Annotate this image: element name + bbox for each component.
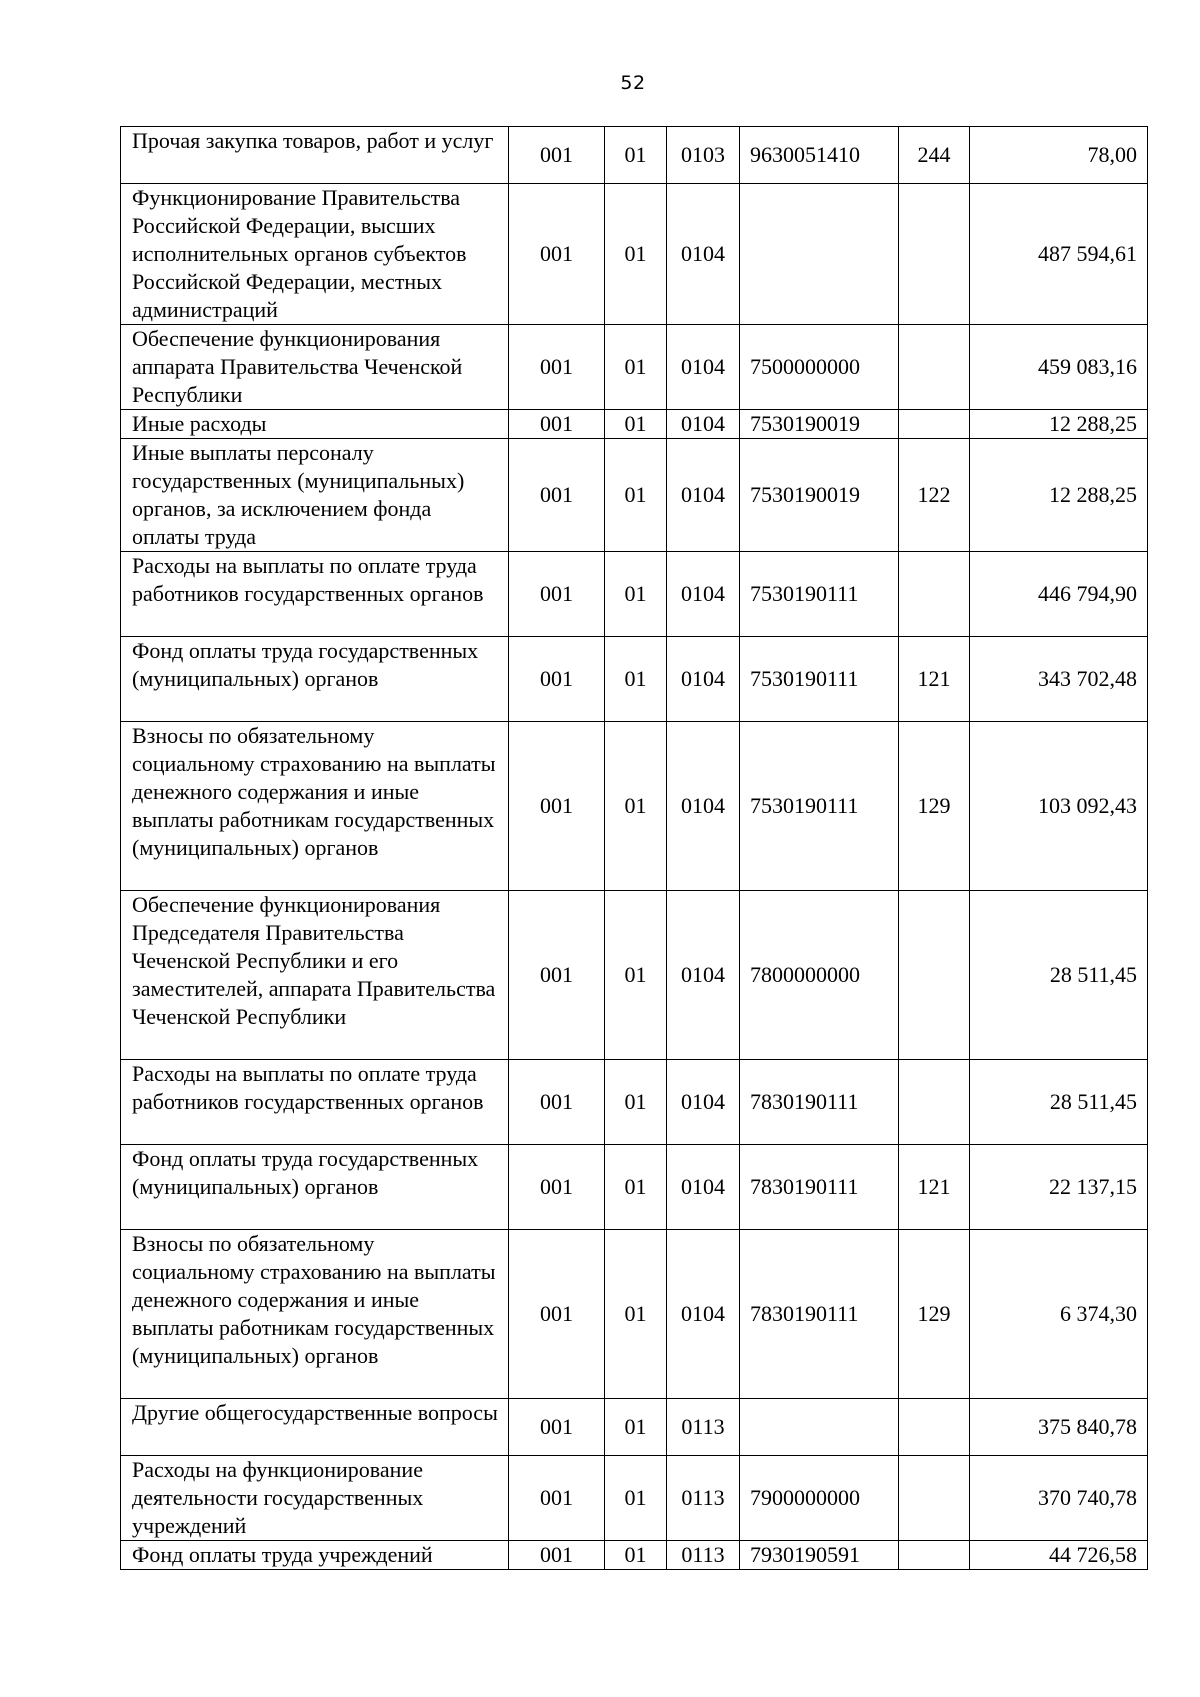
subsection-code: 0104 <box>667 439 740 552</box>
amount: 446 794,90 <box>970 552 1148 637</box>
table-row <box>121 1541 1148 1570</box>
subsection-code: 0103 <box>667 127 740 184</box>
section-code: 01 <box>605 637 667 722</box>
expense-type-code <box>899 552 970 637</box>
target-code: 7830190111 <box>740 1145 899 1230</box>
table-row <box>121 439 1148 552</box>
target-code: 7530190111 <box>740 637 899 722</box>
item-name: Иные расходы <box>121 410 509 439</box>
expense-type-code: 129 <box>899 722 970 891</box>
item-name: Расходы на выплаты по оплате труда работников государственных органов <box>121 1060 509 1145</box>
table-row <box>121 410 1148 439</box>
admin-code: 001 <box>509 1230 605 1399</box>
amount: 12 288,25 <box>970 439 1148 552</box>
expense-type-code: 121 <box>899 637 970 722</box>
admin-code: 001 <box>509 552 605 637</box>
amount: 6 374,30 <box>970 1230 1148 1399</box>
admin-code: 001 <box>509 325 605 410</box>
subsection-code: 0104 <box>667 891 740 1060</box>
amount: 487 594,61 <box>970 184 1148 325</box>
expense-type-code: 244 <box>899 127 970 184</box>
admin-code: 001 <box>509 891 605 1060</box>
item-name: Взносы по обязательному социальному страхованию на выплаты денежного содержания и иные выплаты работникам государственных (муниципальных) органов <box>121 1230 509 1399</box>
section-code: 01 <box>605 439 667 552</box>
budget-table-body <box>121 127 1148 1570</box>
subsection-code: 0104 <box>667 552 740 637</box>
expense-type-code <box>899 1541 970 1570</box>
admin-code: 001 <box>509 722 605 891</box>
section-code: 01 <box>605 410 667 439</box>
section-code: 01 <box>605 184 667 325</box>
target-code: 7530190019 <box>740 410 899 439</box>
admin-code: 001 <box>509 439 605 552</box>
subsection-code: 0104 <box>667 1230 740 1399</box>
table-row <box>121 1230 1148 1399</box>
amount: 28 511,45 <box>970 1060 1148 1145</box>
section-code: 01 <box>605 1145 667 1230</box>
section-code: 01 <box>605 722 667 891</box>
item-name: Функционирование Правительства Российской Федерации, высших исполнительных органов субъектов Российской Федерации, местных администраций <box>121 184 509 325</box>
target-code: 7500000000 <box>740 325 899 410</box>
amount: 22 137,15 <box>970 1145 1148 1230</box>
admin-code: 001 <box>509 1060 605 1145</box>
table-row <box>121 722 1148 891</box>
table-row <box>121 1060 1148 1145</box>
target-code: 9630051410 <box>740 127 899 184</box>
section-code: 01 <box>605 127 667 184</box>
admin-code: 001 <box>509 1456 605 1541</box>
target-code: 7830190111 <box>740 1230 899 1399</box>
subsection-code: 0104 <box>667 410 740 439</box>
subsection-code: 0113 <box>667 1399 740 1456</box>
admin-code: 001 <box>509 184 605 325</box>
subsection-code: 0113 <box>667 1456 740 1541</box>
subsection-code: 0113 <box>667 1541 740 1570</box>
expense-type-code <box>899 891 970 1060</box>
section-code: 01 <box>605 1060 667 1145</box>
section-code: 01 <box>605 1399 667 1456</box>
subsection-code: 0104 <box>667 722 740 891</box>
target-code <box>740 1399 899 1456</box>
item-name: Обеспечение функционирования аппарата Правительства Чеченской Республики <box>121 325 509 410</box>
target-code: 7900000000 <box>740 1456 899 1541</box>
item-name: Другие общегосударственные вопросы <box>121 1399 509 1456</box>
amount: 44 726,58 <box>970 1541 1148 1570</box>
table-row <box>121 552 1148 637</box>
subsection-code: 0104 <box>667 1145 740 1230</box>
admin-code: 001 <box>509 410 605 439</box>
item-name: Иные выплаты персоналу государственных (муниципальных) органов, за исключением фонда оплаты труда <box>121 439 509 552</box>
amount: 12 288,25 <box>970 410 1148 439</box>
amount: 78,00 <box>970 127 1148 184</box>
expense-type-code <box>899 325 970 410</box>
section-code: 01 <box>605 325 667 410</box>
section-code: 01 <box>605 1456 667 1541</box>
amount: 370 740,78 <box>970 1456 1148 1541</box>
subsection-code: 0104 <box>667 184 740 325</box>
amount: 375 840,78 <box>970 1399 1148 1456</box>
target-code: 7800000000 <box>740 891 899 1060</box>
item-name: Обеспечение функционирования Председателя Правительства Чеченской Республики и его заместителей, аппарата Правительства Чеченской Республики <box>121 891 509 1060</box>
table-row <box>121 891 1148 1060</box>
expense-type-code: 122 <box>899 439 970 552</box>
expense-type-code: 129 <box>899 1230 970 1399</box>
admin-code: 001 <box>509 637 605 722</box>
subsection-code: 0104 <box>667 1060 740 1145</box>
page-number: 52 <box>620 72 646 94</box>
amount: 459 083,16 <box>970 325 1148 410</box>
item-name: Фонд оплаты труда государственных (муниципальных) органов <box>121 637 509 722</box>
item-name: Расходы на выплаты по оплате труда работников государственных органов <box>121 552 509 637</box>
admin-code: 001 <box>509 1399 605 1456</box>
target-code: 7530190111 <box>740 552 899 637</box>
item-name: Расходы на функционирование деятельности государственных учреждений <box>121 1456 509 1541</box>
table-row <box>121 127 1148 184</box>
subsection-code: 0104 <box>667 637 740 722</box>
table-row <box>121 325 1148 410</box>
expense-type-code <box>899 1456 970 1541</box>
section-code: 01 <box>605 552 667 637</box>
table-row <box>121 637 1148 722</box>
target-code: 7830190111 <box>740 1060 899 1145</box>
item-name: Взносы по обязательному социальному страхованию на выплаты денежного содержания и иные выплаты работникам государственных (муниципальных) органов <box>121 722 509 891</box>
admin-code: 001 <box>509 127 605 184</box>
table-row <box>121 184 1148 325</box>
expense-type-code <box>899 184 970 325</box>
expense-type-code <box>899 410 970 439</box>
table-row <box>121 1456 1148 1541</box>
amount: 103 092,43 <box>970 722 1148 891</box>
target-code <box>740 184 899 325</box>
table-row <box>121 1399 1148 1456</box>
item-name: Прочая закупка товаров, работ и услуг <box>121 127 509 184</box>
section-code: 01 <box>605 1541 667 1570</box>
item-name: Фонд оплаты труда учреждений <box>121 1541 509 1570</box>
target-code: 7530190019 <box>740 439 899 552</box>
amount: 343 702,48 <box>970 637 1148 722</box>
expense-type-code <box>899 1399 970 1456</box>
subsection-code: 0104 <box>667 325 740 410</box>
section-code: 01 <box>605 891 667 1060</box>
section-code: 01 <box>605 1230 667 1399</box>
amount: 28 511,45 <box>970 891 1148 1060</box>
admin-code: 001 <box>509 1541 605 1570</box>
item-name: Фонд оплаты труда государственных (муниципальных) органов <box>121 1145 509 1230</box>
expense-type-code <box>899 1060 970 1145</box>
target-code: 7930190591 <box>740 1541 899 1570</box>
target-code: 7530190111 <box>740 722 899 891</box>
table-row <box>121 1145 1148 1230</box>
budget-table <box>120 126 1148 1570</box>
expense-type-code: 121 <box>899 1145 970 1230</box>
admin-code: 001 <box>509 1145 605 1230</box>
